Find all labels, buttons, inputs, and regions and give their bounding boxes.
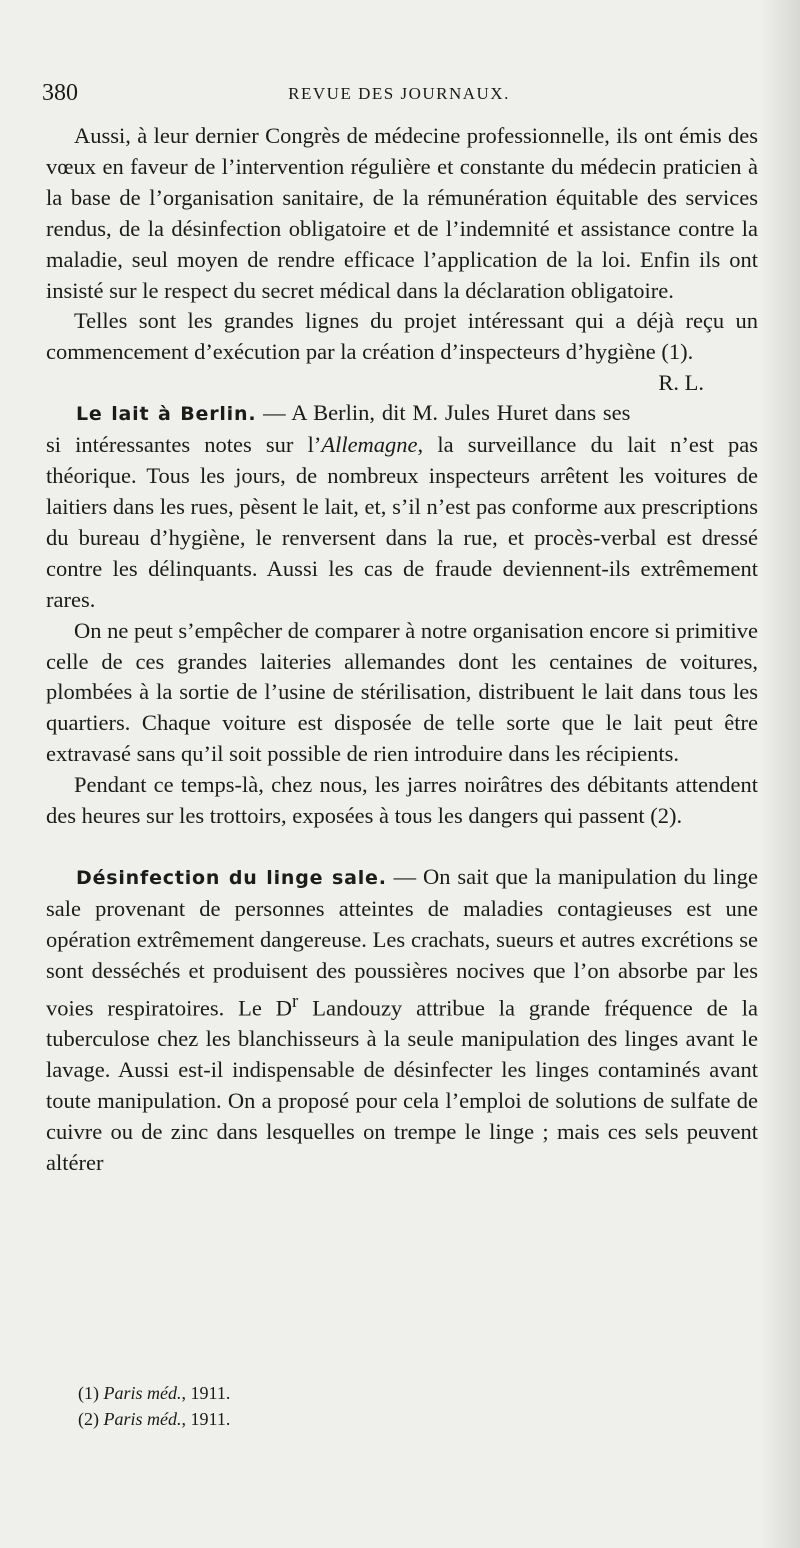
- paragraph-jarres-text: Pendant ce temps-là, chez nous, les jarres noirâtres des débitants attendent des heures sur les trottoirs, exposées à tous les dangers qui passent (2).: [46, 772, 758, 829]
- linge-text-end: Landouzy attribue la grande fréquence de la tuberculose chez les blanchisseurs à la seule manipulation des linges avant le lavage. Aussi est-il indispensable de désinfecter les linges contaminés avant toute manipulation. On a proposé pour cela l’emploi de solutions de sulfate de cuivre ou de zinc dans lesquelles on trempe le linge ; mais ces sels peuvent altérer: [46, 995, 758, 1175]
- berlin-italic-allemagne: Allemagne: [321, 432, 418, 458]
- paragraph-laiteries-text: On ne peut s’empêcher de comparer à notre organisation encore si primitive celle de ces grandes laiteries allemandes dont les centaines de voitures, plombées à la sortie de l’usine de stérilisation, distribuent le lait dans tous les quartiers. Chaque voiture est disposée de telle sorte que le lait peut être extravasé sans qu’il soit possible de rien introduire dans les récipients.: [46, 617, 758, 767]
- section-lait-berlin: [46, 398, 758, 615]
- linge-superscript: r: [292, 990, 299, 1012]
- footnote-1: [78, 1380, 230, 1406]
- paragraph-congres-text: Aussi, à leur dernier Congrès de médecine professionnelle, ils ont émis des vœux en faveur de l’intervention régulière et constante du médecin praticien à la base de l’organisation sanitaire, de la rémunération équitable des services rendus, de la désinfection obligatoire et de l’indemnité et assistance contre la maladie, seul moyen de rendre efficace l’application de la loi. Enfin ils ont insisté sur le respect du secret médical dans la déclaration obligatoire.: [46, 123, 758, 303]
- footnote-1-source: Paris méd.: [103, 1383, 182, 1403]
- berlin-text-end: , la surveillance du lait n’est pas théorique. Tous les jours, de nombreux inspecteurs arrêtent les voitures de laitiers dans les rues, pèsent le lait, et, s’il n’est pas conforme aux prescriptions du bureau d’hygiène, le renversent dans la rue, et procès-verbal est dressé contre les délinquants. Aussi les cas de fraude deviennent-ils extrêmement rares.: [46, 432, 758, 612]
- footnote-1-year: , 1911.: [181, 1383, 231, 1403]
- berlin-text-start: — A Berlin, dit M. Jules Huret dans ses si intéressantes notes sur l’: [46, 400, 631, 458]
- footnote-2: [78, 1406, 230, 1432]
- page-edge-shadow: [760, 0, 800, 1548]
- running-head: REVUE DES JOURNAUX.: [288, 84, 510, 103]
- section-desinfection-linge: [46, 862, 758, 1179]
- section-title-desinfection-linge: Désinfection du linge sale.: [76, 866, 387, 889]
- body-text: [46, 121, 758, 1179]
- paragraph-jarres: [46, 770, 758, 832]
- footnote-2-year: , 1911.: [181, 1409, 231, 1429]
- linge-text-start: — On sait que la manipulation du linge sale provenant de personnes atteintes de maladies contagieuses est une opération extrêmement dangereuse. Les crachats, sueurs et autres excrétions se sont desséchés et produisent des poussières nocives que l’on absorbe par les voies respiratoires. Le D: [46, 863, 759, 1021]
- page-header: [42, 80, 756, 114]
- footnotes: [78, 1380, 230, 1432]
- paragraph-laiteries: [46, 616, 758, 771]
- paragraph-congres: [46, 121, 758, 306]
- paragraph-projet: [46, 306, 758, 396]
- section-title-lait-berlin: Le lait à Berlin.: [76, 403, 257, 426]
- page-number: 380: [42, 80, 78, 106]
- footnote-2-source: Paris méd.: [103, 1409, 182, 1429]
- paragraph-projet-text: Telles sont les grandes lignes du projet intéressant qui a déjà reçu un commencement d’exécution par la création d’inspecteurs d’hygiène (1).: [46, 308, 758, 365]
- footnote-2-mark: (2): [78, 1409, 99, 1429]
- signature: R. L.: [658, 370, 704, 396]
- footnote-1-mark: (1): [78, 1383, 99, 1403]
